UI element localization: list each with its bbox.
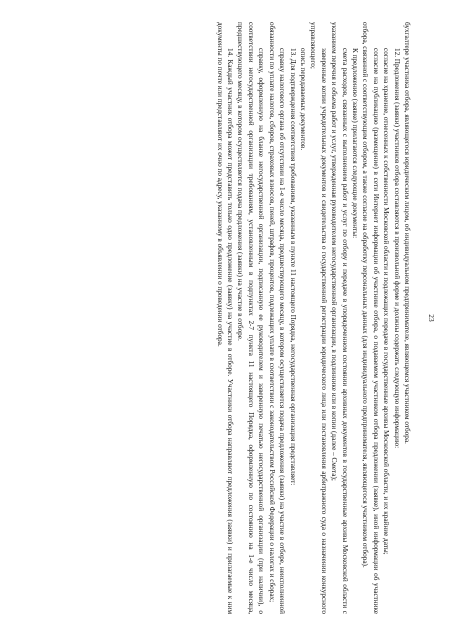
paragraph-attachments-intro: К предложению (заявке) прилагаются следующие документы: — [350, 48, 359, 239]
paragraph-continuation: бухгалтере участника отбора, являющегося юридическим лицом, об индивидуальном предпринимателе, являющемся участником отбора. — [403, 22, 411, 444]
paragraph-charter-copies: заверенные копии учредительных документов и свидетельства о государственной регистрации юридического лица или постановления арбитражного суда о назначении конкурсного управляющего; — [309, 22, 328, 614]
paragraph-storage-consent: согласие на хранение, отнесенных к собственности Московской области и подлежащих передаче в государственные архивы Московской области, и их крайние даты; — [382, 48, 391, 555]
document-body — [214, 22, 412, 614]
paragraph-item-12: 12. Предложения (заявки) участников отбора составляются в произвольной форме и должны содержать следующую информацию: — [392, 48, 401, 449]
paragraph-tax-certificate: справку налогового органа об отсутствии на 1-е число месяца, предшествующего месяцу, в котором осуществляется подача предложения (заявки) на участие в отборе, неисполненной обязанности по уплате налогов, сборов, страховых взносов, пеней, штрафов, процентов, подлежащих уплате в соответствии с законодательством Российской Федерации о налогах и сборах; — [267, 22, 287, 614]
rotated-page-content — [2, 22, 442, 614]
paragraph-compliance-certificate: справку, оформленную на бланке негосударственной организации, подписанную ее руководителем и заверенную печатью негосударственной организации (при наличии), о соответствии негосударственной организации требованиям, установленным в подпунктах 2-7 пункта 11 настоящего Порядка, оформленную по состоянию на 1-е число месяца, предшествующего месяцу, в котором осуществляется подача предложения (заявки) на участие в отборе. — [236, 22, 266, 614]
paragraph-inventory: опись передаваемых документов. — [298, 48, 307, 151]
paragraph-item-13: 13. Для подтверждения соответствия требованиям, указанным в пункте 11 настоящего Порядка, негосударственная организация представляет: — [288, 48, 297, 486]
paragraph-publication-consent: согласие на публикацию (размещение) в сети Интернет информации об участнике отбора, о подаваемом участником отбора предложении (заявке), иной информации об участнике отбора, связанной с соответствующим отбором, а также согласие на обработку персональных данных (для индивидуального предпринимателя, являющегося участником отбора). — [361, 22, 380, 614]
page-number: 23 — [427, 314, 436, 322]
paragraph-item-14: 14. Каждый участник отбора может представить только одно предложение (заявку) на участие в отборе. Участники отбора направляют предложения (заявки) и прилагаемые к ним документы по почте или представляют их очно по адресу, указанному в объявлении о проведении отбора. — [215, 22, 235, 614]
paragraph-cost-estimate: смета расходов, связанных с выполнением работ и услуг по отбору и передаче в упорядоченном состоянии архивных документов в государственные архивы Московской области с указанием перечня и объема работ и услуг, утвержденная руководителем негосударственной организации, в подлиннике или в копии (далее – Смета); — [330, 22, 349, 614]
